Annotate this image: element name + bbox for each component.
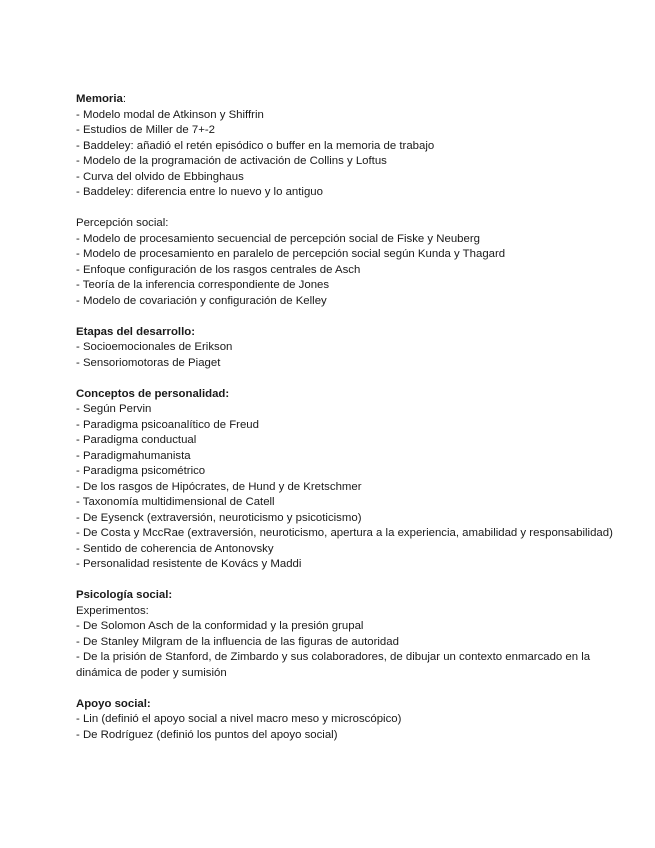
section-heading: Conceptos de personalidad: xyxy=(76,387,230,400)
heading-text: Memoria xyxy=(76,93,123,105)
list-item: - Según Pervin xyxy=(76,403,152,415)
list-item: - Curva del olvido de Ebbinghaus xyxy=(76,170,244,183)
list-item: - De Costa y MccRae (extraversión, neuroticismo, apertura a la experiencia, amabilidad y responsabilidad) xyxy=(76,527,613,539)
list-item: - De Solomon Asch de la conformidad y la presión grupal xyxy=(76,620,364,632)
list-item: - De los rasgos de Hipócrates, de Hund y de Kretschmer xyxy=(76,480,362,493)
section-heading: Percepción social: xyxy=(76,217,169,229)
list-item: - Sentido de coherencia de Antonovsky xyxy=(76,542,274,555)
list-item: - De Stanley Milgram de la influencia de las figuras de autoridad xyxy=(76,635,399,648)
list-item: - Modelo de procesamiento secuencial de percepción social de Fiske y Neuberg xyxy=(76,232,480,245)
list-item: - De la prisión de Stanford, de Zimbardo y sus colaboradores, de dibujar un contexto enmarcado en la dinámica de poder y sumisión xyxy=(76,651,591,679)
list-item: - De Rodríguez (definió los puntos del apoyo social) xyxy=(76,728,338,741)
list-item: - Modelo de procesamiento en paralelo de percepción social según Kunda y Thagard xyxy=(76,248,506,260)
list-item: Experimentos: xyxy=(76,604,149,617)
section-apoyo-social xyxy=(76,697,636,744)
list-item: - Taxonomía multidimensional de Catell xyxy=(76,496,275,508)
section-heading: Apoyo social: xyxy=(76,697,151,710)
list-item: - De Eysenck (extraversión, neuroticismo y psicoticismo) xyxy=(76,511,362,524)
section-heading: Psicología social: xyxy=(76,589,173,601)
section-etapas-desarrollo xyxy=(76,325,636,372)
list-item: - Socioemocionales de Erikson xyxy=(76,341,233,353)
list-item: - Modelo modal de Atkinson y Shiffrin xyxy=(76,108,264,121)
list-item: - Personalidad resistente de Kovács y Maddi xyxy=(76,558,302,570)
document-page xyxy=(76,92,636,759)
list-item: - Enfoque configuración de los rasgos centrales de Asch xyxy=(76,263,361,276)
list-item: - Estudios de Miller de 7+-2 xyxy=(76,124,215,136)
section-percepcion-social xyxy=(76,216,636,309)
section-heading: Etapas del desarrollo: xyxy=(76,325,196,338)
list-item: - Paradigma psicométrico xyxy=(76,465,206,477)
heading-suffix: : xyxy=(122,93,127,105)
list-item: - Baddeley: diferencia entre lo nuevo y lo antiguo xyxy=(76,186,323,198)
list-item: - Sensoriomotoras de Piaget xyxy=(76,356,221,369)
list-item: - Lin (definió el apoyo social a nivel macro meso y microscópico) xyxy=(76,713,402,725)
list-item: - Baddeley: añadió el retén episódico o buffer en la memoria de trabajo xyxy=(76,139,435,152)
list-item: - Paradigma conductual xyxy=(76,434,197,446)
list-item: - Paradigma psicoanalítico de Freud xyxy=(76,418,259,431)
section-memoria xyxy=(76,92,636,201)
list-item: - Teoría de la inferencia correspondiente de Jones xyxy=(76,279,330,291)
list-item: - Paradigmahumanista xyxy=(76,449,191,462)
section-psicologia-social xyxy=(76,588,636,681)
section-conceptos-personalidad xyxy=(76,387,636,573)
list-item: - Modelo de covariación y configuración de Kelley xyxy=(76,294,327,307)
list-item: - Modelo de la programación de activación de Collins y Loftus xyxy=(76,155,387,167)
section-heading xyxy=(76,92,636,108)
